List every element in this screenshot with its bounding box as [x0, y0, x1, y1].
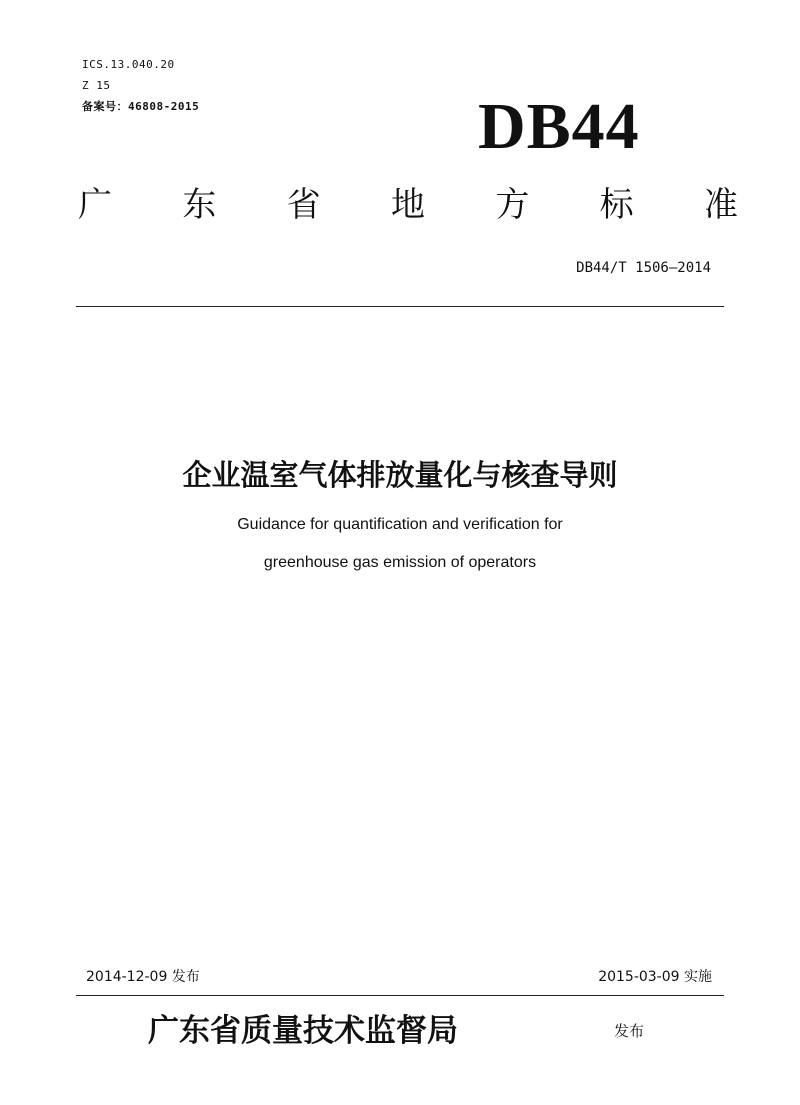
- standard-number: DB44/T 1506—2014: [576, 260, 711, 276]
- standard-type-heading: [78, 183, 738, 227]
- header-divider: [76, 306, 724, 307]
- issuing-authority: 广东省质量技术监督局: [148, 1013, 458, 1049]
- standard-type-char: 标: [599, 185, 634, 225]
- standard-logo: DB44: [478, 90, 640, 163]
- issuing-authority-suffix: 发布: [614, 1022, 645, 1040]
- standard-type-char: 地: [390, 185, 425, 225]
- standard-type-char: 准: [703, 185, 738, 225]
- standard-type-char: 广: [78, 185, 112, 225]
- document-title-en-line1: Guidance for quantification and verification for: [237, 516, 563, 533]
- issue-date: 2014-12-09 发布: [86, 969, 200, 985]
- record-number: 备案号：46808-2015: [82, 100, 200, 113]
- standard-type-char: 方: [495, 185, 530, 225]
- document-title-zh: 企业温室气体排放量化与核查导则: [182, 458, 618, 492]
- document-title-en-line2: greenhouse gas emission of operators: [263, 554, 537, 571]
- classification-code: Z 15: [82, 79, 111, 92]
- standard-type-char: 东: [182, 185, 217, 225]
- standard-type-char: 省: [286, 185, 321, 225]
- footer-divider: [76, 995, 724, 996]
- effective-date: 2015-03-09 实施: [598, 969, 712, 985]
- ics-code: ICS.13.040.20: [82, 58, 175, 71]
